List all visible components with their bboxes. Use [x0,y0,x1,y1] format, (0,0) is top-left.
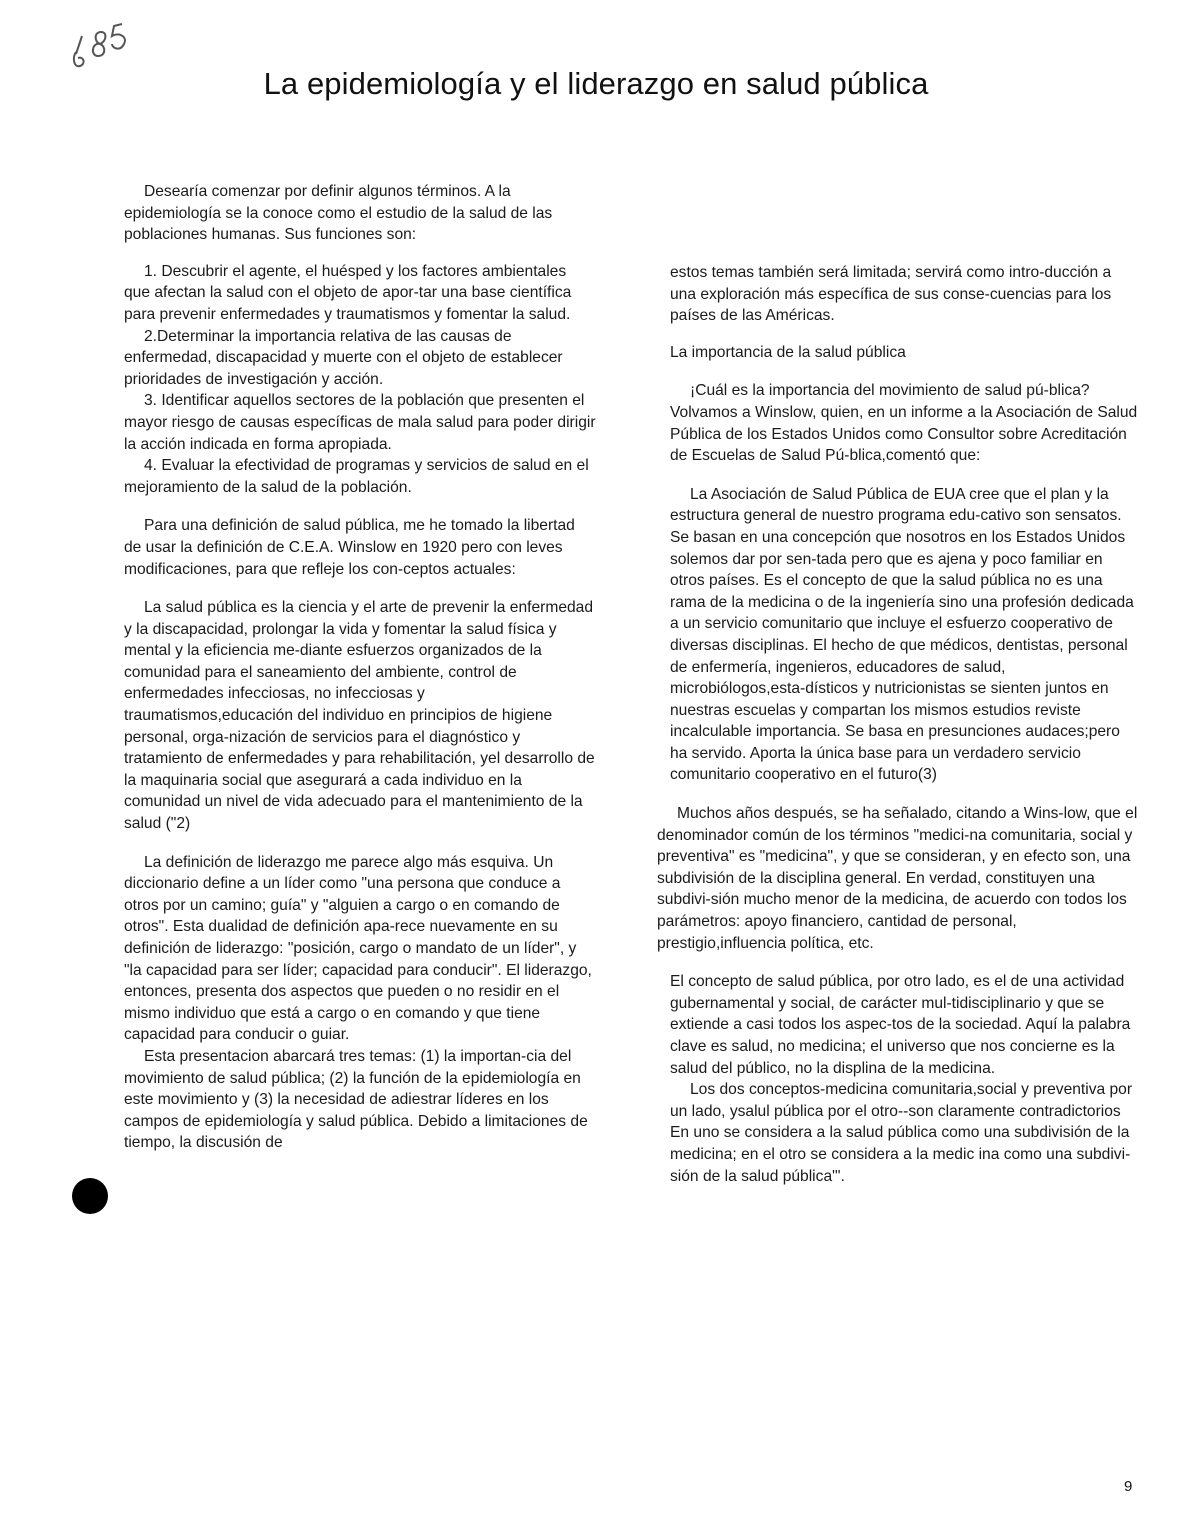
continuation-paragraph: estos temas también será limitada; servirá como intro-ducción a una exploración más específica de sus conse-cuencias para los países de las Américas. [670,264,1112,325]
epidemiology-function-3: 3. Identificar aquellos sectores de la población que presenten el mayor riesgo de causas específicas de mala salud para poder dirigir la acción indicada en forma apropiada. [124,392,596,453]
left-column [124,181,596,1154]
apha-quote-paragraph: La Asociación de Salud Pública de EUA cree que el plan y la estructura general de nuestro programa edu-cativo son sensatos. Se basan en una concepción que nosotros en los Estados Unidos solemos dar por sen-tada pero que es ajena y poco familiar en otros países. Es el concepto de que la salud pública no es una rama de la medicina o de la ingeniería sino una profesión dedicada a un servicio comunitario que incluye el esfuerzo cooperativo de diversas disciplinas. El hecho de que médicos, dentistas, personal de enfermería, ingenieros, educadores de salud, microbiólogos,esta-dísticos y nutricionistas se sienten juntos en nuestras escuelas y compartan los mismos estudios reviste incalculable importancia. Se basa en presunciones audaces;pero ha servido. Aporta la única base para un verdadero servicio comunitario cooperativo en el futuro(3) [670,485,1134,784]
public-health-definition-intro: Para una definición de salud pública, me he tomado la libertad de usar la definición de C.E.A. Winslow en 1920 pero con leves modificaciones, para que refleje los con-ceptos actuales: [124,517,575,578]
epidemiology-function-1: 1. Descubrir el agente, el huésped y los factores ambientales que afectan la salud con el objeto de apor-tar una base científica para prevenir enfermedades y traumatismos y fomentar la salud. [124,262,572,323]
public-health-definition-quote: La salud pública es la ciencia y el arte de prevenir la enfermedad y la discapacidad, prolongar la vida y fomentar la salud física y mental y la eficiencia me-diante esfuerzos organizados de la comunidad para el saneamiento del ambiente, control de enfermedades infecciosas, no infecciosas y traumatismos,educación del individuo en principios de higiene personal, orga-nización de servicios para el diagnóstico y tratamiento de enfermedades y para rehabilitación, yel desarrollo de la maquinaria social que asegurará a cada individuo en la comunidad un nivel de vida adecuado para el mantenimiento de la salud ("2) [124,599,595,833]
page-title: La epidemiología y el liderazgo en salud pública [263,66,929,101]
epidemiology-function-4: 4. Evaluar la efectividad de programas y servicios de salud en el mejoramiento de la salud de la población. [124,457,589,496]
right-column [657,262,1138,1187]
intro-paragraph: Desearía comenzar por definir algunos términos. A la epidemiología se la conoce como el estudio de la salud de las poblaciones humanas. Sus funciones son: [124,183,553,244]
leadership-definition-paragraph: La definición de liderazgo me parece algo más esquiva. Un diccionario define a un líder como "una persona que conduce a otros por un camino; guía" y "alguien a cargo o en comando de otros". Esta dualidad de definición apa-rece nuevamente en su definición de liderazgo: "posición, cargo o mandato de un líder", y "la capacidad para ser líder; capacidad para conducir". El liderazgo, entonces, presenta dos aspectos que pueden o no residir en el mismo individuo que está a cargo o en comando y que tiene capacidad para conducir o guiar. [124,853,592,1044]
handwritten-page-mark [70,14,140,74]
presentation-scope-paragraph: Esta presentacion abarcará tres temas: (1) la importan-cia del movimiento de salud pública; (2) la función de la epidemiología en este movimiento y (3) la necesidad de adiestrar líderes en los campos de epidemiología y salud pública. Debido a limitaciones de tiempo, la discusión de [124,1047,588,1152]
public-health-concept-paragraph: El concepto de salud pública, por otro lado, es el de una actividad gubernamental y social, de carácter mul-tidisciplinario y que se extiende a casi todos los aspec-tos de la sociedad. Aquí la palabra clave es salud, no medicina; el universo que nos concierne es la salud del público, no la displina de la medicina. [670,973,1131,1077]
years-later-paragraph: Muchos años después, se ha señalado, citando a Wins-low, que el denominador común de los términos "medici-na comunitaria, social y preventiva" es "medicina", y que se consideran, y en efecto son, una subdivisión de la disciplina general. En verdad, constituyen una subdivi-sión mucho menor de la medicina, de acuerdo con todos los parámetros: apoyo financiero, cantidad de personal, prestigio,influencia política, etc. [657,805,1138,952]
contrast-paragraph: Los dos conceptos-medicina comunitaria,social y preventiva por un lado, ysalul pública por el otro--son claramente contradictorios En uno se considera a la salud pública como una subdivisión de la medicina; en el otro se considera a la medic ina como una subdivi-sión de la salud pública"'. [670,1081,1133,1185]
binder-punch-hole [72,1178,108,1214]
section-heading: La importancia de la salud pública [670,343,906,361]
page-number: 9 [1124,1478,1133,1495]
winslow-question-paragraph: ¡Cuál es la importancia del movimiento de salud pú-blica? Volvamos a Winslow, quien, en un informe a la Asociación de Salud Pública de los Estados Unidos como Consultor sobre Acreditación de Escuelas de Salud Pú-blica,comentó que: [670,382,1138,465]
epidemiology-function-2: 2.Determinar la importancia relativa de las causas de enfermedad, discapacidad y muerte con el objeto de establecer prioridades de investigación y acción. [124,327,563,388]
